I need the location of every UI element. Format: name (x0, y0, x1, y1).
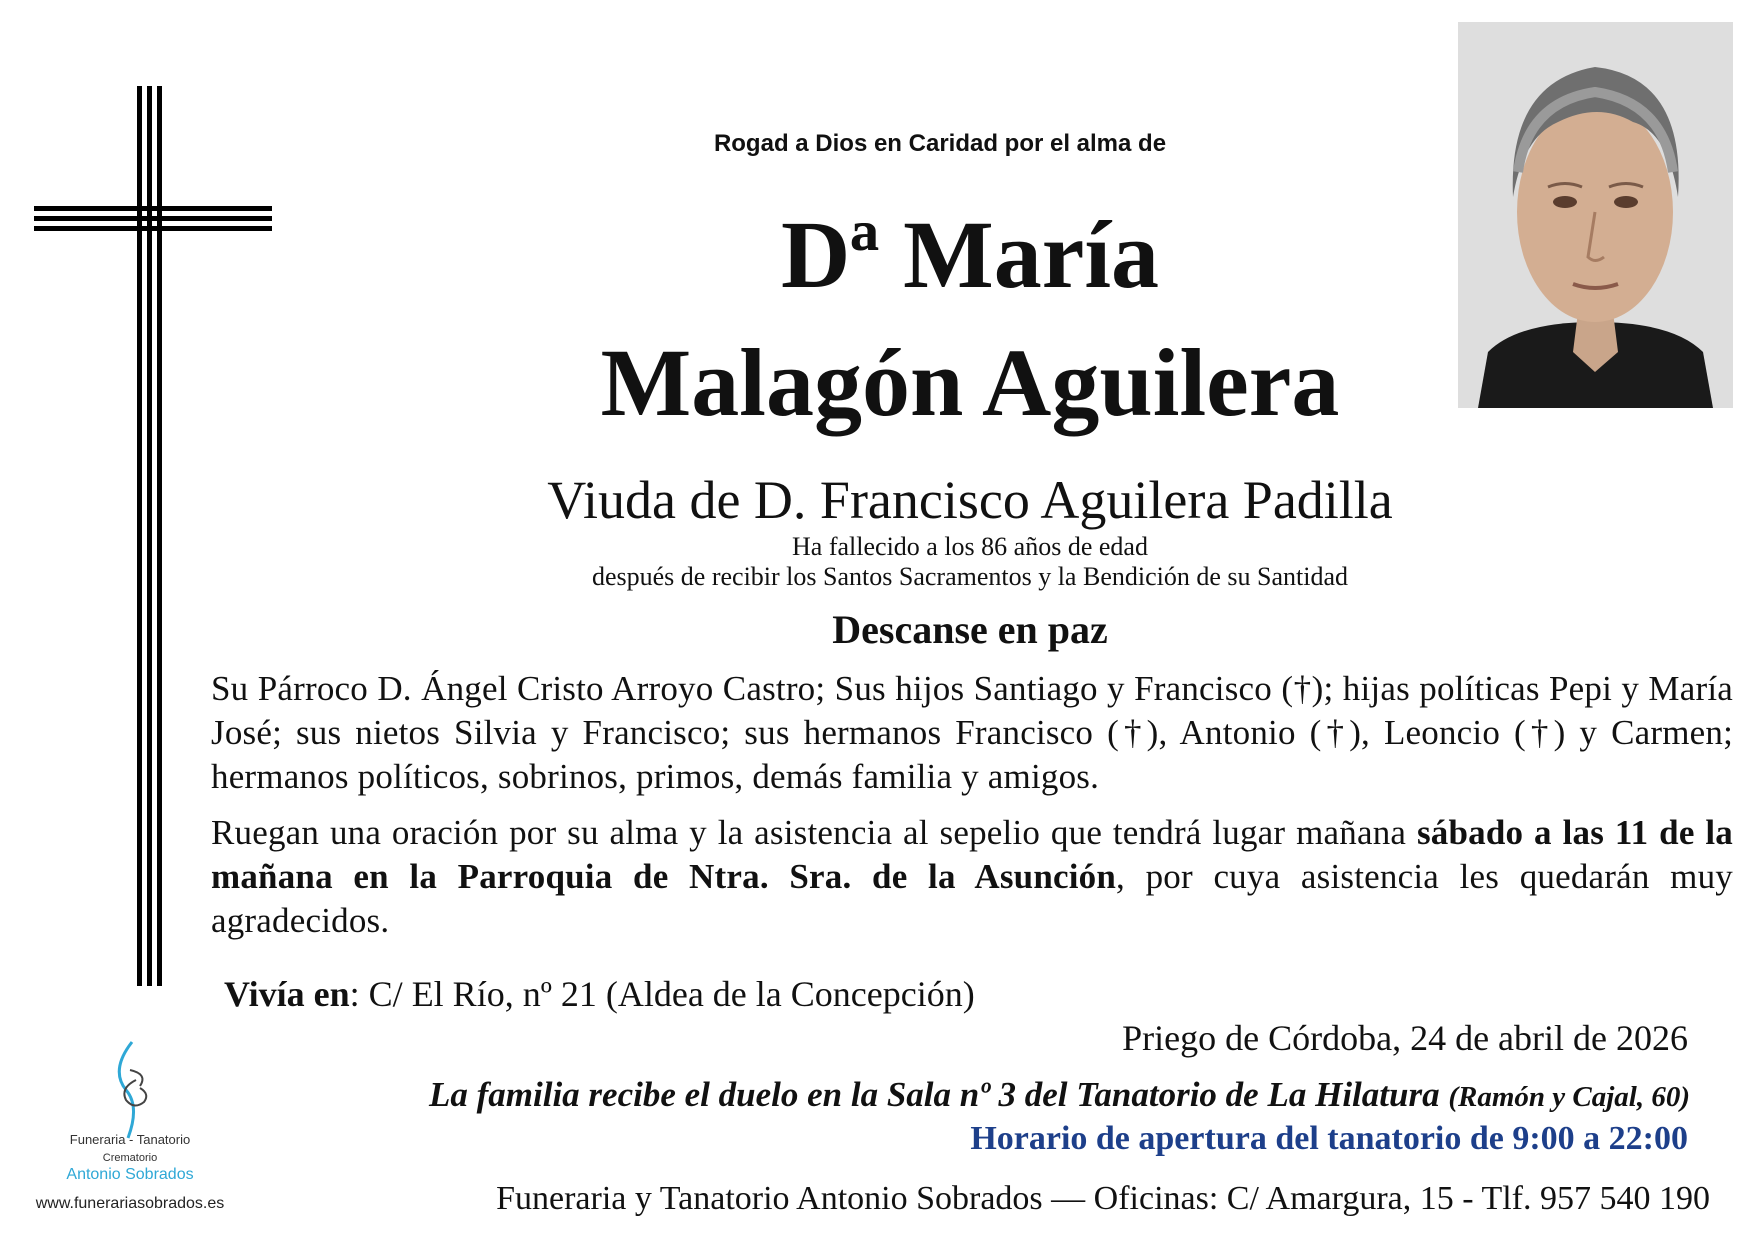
sacraments-line: después de recibir los Santos Sacramentos y la Bendición de su Santidad (591, 562, 1348, 591)
residence-line (224, 972, 975, 1016)
age-line: Ha fallecido a los 86 años de edad (792, 532, 1148, 561)
invocation-text: Rogad a Dios en Caridad por el alma de (713, 130, 1167, 157)
website-link[interactable]: www.funerariasobrados.es (35, 1195, 225, 1212)
funeral-paragraph (211, 811, 1733, 943)
funeral-time-location: sábado a las 11 de la mañana en la Parroquia de Ntra. Sra. de la Asunción (211, 813, 1734, 896)
logo-line2: Crematorio (102, 1152, 158, 1164)
mourning-text: La familia recibe el duelo en la Sala nº 3 del Tanatorio de La Hilatura (428, 1075, 1449, 1114)
funeral-home-logo (30, 1040, 230, 1210)
residence-value: : C/ El Río, nº 21 (Aldea de la Concepción) (349, 974, 975, 1014)
mourning-line (200, 1073, 1690, 1119)
logo-line3: Antonio Sobrados (66, 1166, 194, 1183)
logo-mark-icon (90, 1040, 170, 1140)
opening-hours: Horario de apertura del tanatorio de 9:00 a 22:00 (970, 1120, 1688, 1157)
logo-line1: Funeraria - Tanatorio (69, 1132, 191, 1147)
residence-label: Vivía en (224, 974, 350, 1014)
funeral-intro: Ruegan una oración por su alma y la asistencia al sepelio que tendrá lugar mañana (211, 813, 1417, 852)
widow-line: Viuda de D. Francisco Aguilera Padilla (547, 470, 1393, 530)
deceased-name-line1: Dª María (781, 201, 1159, 308)
funeral-outro: , por cuya asistencia les quedarán muy agradecidos. (211, 857, 1733, 940)
family-paragraph: Su Párroco D. Ángel Cristo Arroyo Castro; Sus hijos Santiago y Francisco (†); hijas políticas Pepi y María José; sus nietos Silvia y Francisco; sus hermanos Francisco (†), Antonio (†), Leoncio (†) y Carmen; hermanos políticos, sobrinos, primos, demás familia y amigos. (211, 669, 1733, 796)
deceased-name-line2: Malagón Aguilera (600, 329, 1340, 436)
funeral-home-footer: Funeraria y Tanatorio Antonio Sobrados — Oficinas: C/ Amargura, 15 - Tlf. 957 540 190 (496, 1180, 1710, 1217)
place-date: Priego de Córdoba, 24 de abril de 2026 (1122, 1018, 1688, 1058)
rest-in-peace-heading: Descanse en paz (832, 607, 1108, 652)
mourning-address: (Ramón y Cajal, 60) (1448, 1081, 1690, 1113)
